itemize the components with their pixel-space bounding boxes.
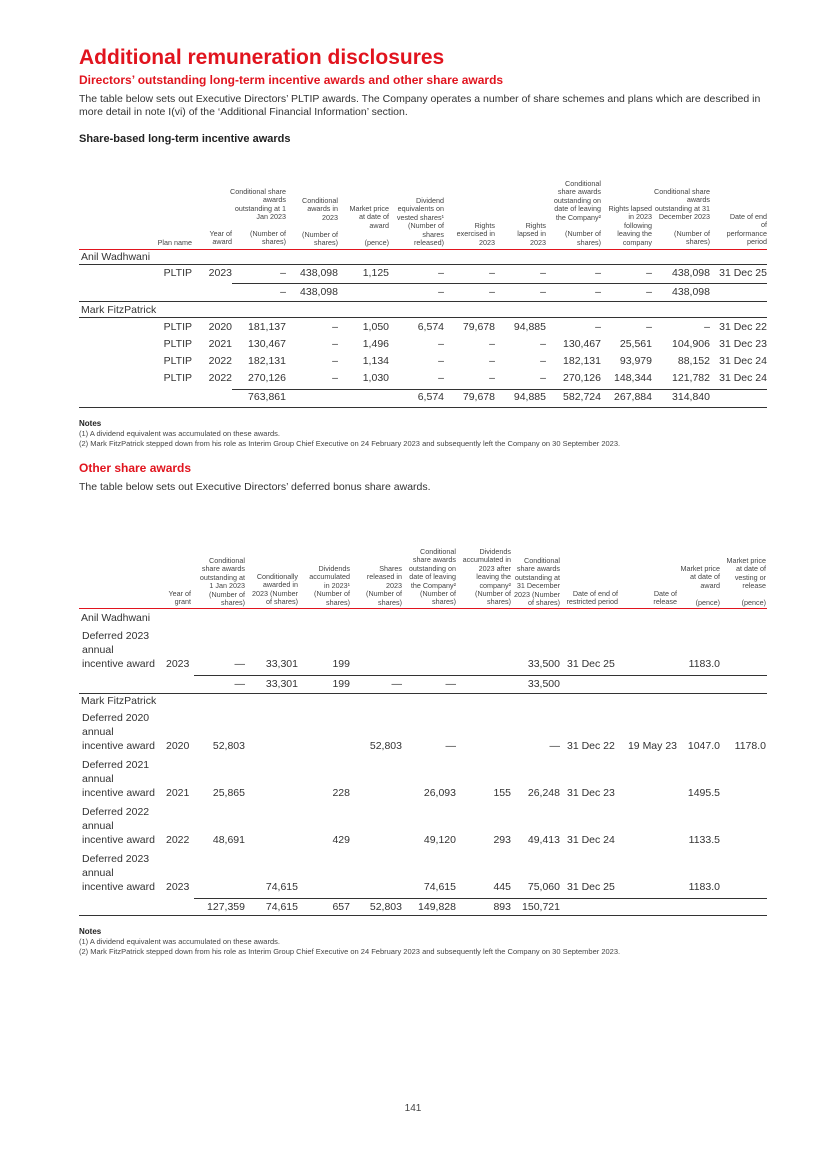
table-cell: – bbox=[438, 355, 444, 367]
award-label-line: annual bbox=[82, 773, 114, 785]
table-total-cell: 127,359 bbox=[207, 901, 245, 913]
table-cell: 52,803 bbox=[369, 740, 402, 752]
table1-note-2: (2) Mark FitzPatrick stepped down from his role as Interim Group Chief Executive on 24 February 2023 and subsequently left the Company on 30 September 2023. bbox=[79, 439, 621, 448]
table-cell: 438,098 bbox=[300, 267, 338, 279]
table1-subtotal-rule bbox=[232, 389, 767, 390]
table2-col-header: Date of end of restricted period bbox=[566, 589, 618, 607]
table-cell: 31 Dec 24 bbox=[719, 355, 767, 367]
table1-col-header: Conditional awards in 2023 (Number of shares) bbox=[302, 196, 338, 248]
table-cell: 19 May 23 bbox=[627, 740, 677, 752]
table2-subtotal-rule bbox=[194, 898, 767, 899]
table-cell: 1,134 bbox=[362, 355, 389, 367]
table2-col-header: Year of grant bbox=[168, 589, 191, 607]
table-cell: 1133.5 bbox=[688, 834, 720, 846]
table-cell: 49,120 bbox=[423, 834, 456, 846]
table-cell: 33,301 bbox=[265, 658, 298, 670]
table-cell: 155 bbox=[493, 787, 511, 799]
table-cell: – bbox=[595, 267, 601, 279]
section-subtitle-other: Other share awards bbox=[79, 461, 192, 475]
table1-col-header: Dividend equivalents on vested shares¹ (Number of shares released) bbox=[396, 196, 444, 248]
table-total-cell: – bbox=[540, 286, 546, 298]
table-cell: – bbox=[646, 267, 652, 279]
table-total-cell: 33,500 bbox=[527, 678, 560, 690]
award-label-line: incentive award bbox=[82, 787, 155, 799]
award-label-line: Deferred 2022 bbox=[82, 806, 150, 818]
award-label-line: incentive award bbox=[82, 658, 155, 670]
table2-subtotal-rule bbox=[194, 675, 767, 676]
table-cell: 130,467 bbox=[248, 338, 286, 350]
table-cell: – bbox=[438, 267, 444, 279]
table1-col-header: Year of award bbox=[209, 229, 232, 247]
table1-bottom-rule bbox=[79, 407, 767, 408]
table-cell: – bbox=[704, 321, 710, 333]
award-label-line: annual bbox=[82, 867, 114, 879]
table-total-cell: – bbox=[646, 286, 652, 298]
table-cell: — bbox=[445, 740, 456, 752]
table-cell: 429 bbox=[332, 834, 350, 846]
table-cell: 2022 bbox=[208, 372, 232, 384]
table-total-cell: 267,884 bbox=[614, 391, 652, 403]
table1-group-rule bbox=[79, 301, 767, 302]
table-cell: 182,131 bbox=[563, 355, 601, 367]
table-cell: – bbox=[540, 355, 546, 367]
award-label-line: annual bbox=[82, 644, 114, 656]
table-cell: 31 Dec 25 bbox=[567, 658, 615, 670]
table-total-cell: — bbox=[391, 678, 402, 690]
table2-col-header: Dividends accumulated in 2023¹ (Number of shares) bbox=[309, 564, 350, 607]
table-cell: 438,098 bbox=[672, 267, 710, 279]
table-total-cell: 150,721 bbox=[522, 901, 560, 913]
table-cell: 31 Dec 24 bbox=[719, 372, 767, 384]
table-cell: 2023 bbox=[166, 658, 190, 670]
table-total-cell: 52,803 bbox=[369, 901, 402, 913]
table1-note-1: (1) A dividend equivalent was accumulated on these awards. bbox=[79, 429, 280, 438]
award-label-line: incentive award bbox=[82, 881, 155, 893]
table-cell: 94,885 bbox=[513, 321, 546, 333]
table-cell: 130,467 bbox=[563, 338, 601, 350]
table-cell: 79,678 bbox=[462, 321, 495, 333]
table2-col-header: Conditional share awards outstanding at 31 December 2023 (Number of shares) bbox=[514, 556, 560, 608]
table-cell: 2021 bbox=[166, 787, 190, 799]
table2-note-1: (1) A dividend equivalent was accumulated on these awards. bbox=[79, 937, 280, 946]
table-cell: 1178.0 bbox=[734, 740, 766, 752]
table2-col-header: Date of release bbox=[653, 589, 677, 607]
table-total-cell: 582,724 bbox=[563, 391, 601, 403]
table-cell: – bbox=[540, 338, 546, 350]
table1-heading: Share-based long-term incentive awards bbox=[79, 133, 291, 145]
table-cell: – bbox=[489, 355, 495, 367]
table-total-cell: 438,098 bbox=[300, 286, 338, 298]
table-cell: 88,152 bbox=[677, 355, 710, 367]
table-total-cell: – bbox=[489, 286, 495, 298]
table-cell: 2023 bbox=[166, 881, 190, 893]
table2-col-header: Market price at date of award (pence) bbox=[680, 564, 720, 607]
table1-group-name: Mark FitzPatrick bbox=[81, 304, 157, 316]
table-cell: 49,413 bbox=[527, 834, 560, 846]
table-cell: PLTIP bbox=[163, 267, 192, 279]
table-total-cell: 199 bbox=[332, 678, 350, 690]
table-cell: 104,906 bbox=[672, 338, 710, 350]
table-cell: 1,030 bbox=[362, 372, 389, 384]
table2-note-2: (2) Mark FitzPatrick stepped down from his role as Interim Group Chief Executive on 24 February 2023 and subsequently left the Company on 30 September 2023. bbox=[79, 947, 621, 956]
table-cell: — bbox=[234, 658, 245, 670]
table1-group-name: Anil Wadhwani bbox=[81, 251, 151, 263]
table-cell: 228 bbox=[332, 787, 350, 799]
table-cell: 25,865 bbox=[212, 787, 245, 799]
table1-col-header: Rights exercised in 2023 bbox=[456, 221, 495, 247]
table-cell: 445 bbox=[493, 881, 511, 893]
table-total-cell: 893 bbox=[493, 901, 511, 913]
table-cell: 48,691 bbox=[212, 834, 245, 846]
table2-group-rule bbox=[79, 693, 767, 694]
table-total-cell: 149,828 bbox=[418, 901, 456, 913]
table2-group-name: Mark FitzPatrick bbox=[81, 695, 157, 707]
table-total-cell: 74,615 bbox=[265, 901, 298, 913]
section-subtitle-ltip: Directors’ outstanding long-term incentive awards and other share awards bbox=[79, 73, 504, 87]
table-total-cell: — bbox=[234, 678, 245, 690]
table-cell: 31 Dec 25 bbox=[719, 267, 767, 279]
table-cell: 2022 bbox=[208, 355, 232, 367]
table1-subtotal-rule bbox=[232, 283, 767, 284]
table-total-cell: 6,574 bbox=[417, 391, 444, 403]
table-cell: 2020 bbox=[166, 740, 190, 752]
table1-col-header: Rights lapsed in 2023 bbox=[517, 221, 546, 247]
table1-col-header: Rights lapsed in 2023 following leaving the company bbox=[608, 204, 652, 247]
table2-notes-heading: Notes bbox=[79, 927, 102, 936]
award-label-line: annual bbox=[82, 726, 114, 738]
table-cell: 1495.5 bbox=[687, 787, 720, 799]
table-cell: 52,803 bbox=[212, 740, 245, 752]
table1-notes-heading: Notes bbox=[79, 419, 102, 428]
table1-header-rule bbox=[79, 249, 767, 250]
table-cell: PLTIP bbox=[163, 338, 192, 350]
award-label-line: annual bbox=[82, 820, 114, 832]
table1-group-rule bbox=[79, 317, 767, 318]
table-cell: 25,561 bbox=[619, 338, 652, 350]
table-cell: 31 Dec 22 bbox=[719, 321, 767, 333]
table2-col-header: Market price at date of vesting or release (pence) bbox=[726, 556, 766, 608]
intro-paragraph-ltip: The table below sets out Executive Directors’ PLTIP awards. The Company operates a number of share schemes and plans which are described in more detail in note I(vi) of the ‘Additional Financial Information’ section. bbox=[79, 93, 761, 118]
table-cell: 1,125 bbox=[362, 267, 389, 279]
table-cell: 2021 bbox=[208, 338, 232, 350]
table-cell: – bbox=[332, 321, 338, 333]
table-cell: 2020 bbox=[208, 321, 232, 333]
table1-col-header: Conditional share awards outstanding at 31 December 2023 (Number of shares) bbox=[654, 187, 710, 247]
table2-group-name: Anil Wadhwani bbox=[81, 612, 151, 624]
table-total-cell: 79,678 bbox=[462, 391, 495, 403]
table-cell: 74,615 bbox=[265, 881, 298, 893]
table2-col-header: Shares released in 2023 (Number of shares) bbox=[366, 564, 402, 607]
table1-col-header: Date of end of performance period bbox=[726, 212, 767, 247]
award-label-line: Deferred 2023 bbox=[82, 853, 150, 865]
table-cell: – bbox=[646, 321, 652, 333]
table-cell: 31 Dec 23 bbox=[719, 338, 767, 350]
award-label-line: incentive award bbox=[82, 834, 155, 846]
table-total-cell: – bbox=[280, 286, 286, 298]
table-cell: 270,126 bbox=[563, 372, 601, 384]
table1-col-header: Conditional share awards outstanding at 1 Jan 2023 (Number of shares) bbox=[230, 187, 286, 247]
table-cell: 33,500 bbox=[527, 658, 560, 670]
table2-col-header: Conditionally awarded in 2023 (Number of shares) bbox=[252, 572, 298, 607]
table-cell: 75,060 bbox=[527, 881, 560, 893]
table2-col-header: Dividends accumulated in 2023 after leaving the company² (Number of shares) bbox=[462, 547, 511, 607]
table1-group-rule bbox=[79, 264, 767, 265]
table-cell: 1,496 bbox=[362, 338, 389, 350]
table1-col-header: Conditional share awards outstanding on date of leaving the Company² (Number of shares) bbox=[553, 179, 601, 247]
table-cell: 2022 bbox=[166, 834, 190, 846]
table-cell: – bbox=[540, 372, 546, 384]
table-cell: PLTIP bbox=[163, 321, 192, 333]
table-cell: – bbox=[489, 338, 495, 350]
page-title: Additional remuneration disclosures bbox=[79, 46, 445, 69]
table-cell: – bbox=[332, 338, 338, 350]
table-cell: – bbox=[489, 372, 495, 384]
table-total-cell: 763,861 bbox=[248, 391, 286, 403]
table-cell: 1047.0 bbox=[687, 740, 720, 752]
table-total-cell: 314,840 bbox=[672, 391, 710, 403]
intro-paragraph-other: The table below sets out Executive Directors’ deferred bonus share awards. bbox=[79, 481, 431, 493]
table-cell: 199 bbox=[332, 658, 350, 670]
table-total-cell: 94,885 bbox=[513, 391, 546, 403]
table1-col-header: Market price at date of award (pence) bbox=[349, 204, 389, 247]
table-cell: 31 Dec 23 bbox=[567, 787, 615, 799]
table-cell: 31 Dec 22 bbox=[567, 740, 615, 752]
table-cell: – bbox=[438, 372, 444, 384]
table2-bottom-rule bbox=[79, 915, 767, 916]
table-cell: 1183.0 bbox=[688, 658, 720, 670]
table-cell: 181,137 bbox=[248, 321, 286, 333]
table-cell: 26,093 bbox=[423, 787, 456, 799]
table-cell: – bbox=[280, 267, 286, 279]
table-cell: 1,050 bbox=[362, 321, 389, 333]
table-total-cell: — bbox=[445, 678, 456, 690]
table-cell: – bbox=[438, 338, 444, 350]
award-label-line: Deferred 2023 bbox=[82, 630, 150, 642]
table-cell: 293 bbox=[493, 834, 511, 846]
table-cell: 270,126 bbox=[248, 372, 286, 384]
table-cell: – bbox=[489, 267, 495, 279]
table-total-cell: 657 bbox=[332, 901, 350, 913]
award-label-line: Deferred 2021 bbox=[82, 759, 150, 771]
table-cell: 182,131 bbox=[248, 355, 286, 367]
table-cell: 74,615 bbox=[423, 881, 456, 893]
table-total-cell: 438,098 bbox=[672, 286, 710, 298]
table-cell: 148,344 bbox=[614, 372, 652, 384]
award-label-line: Deferred 2020 bbox=[82, 712, 150, 724]
table1-col-header: Plan name bbox=[157, 238, 192, 247]
table-cell: – bbox=[540, 267, 546, 279]
table-cell: 26,248 bbox=[527, 787, 560, 799]
table-cell: PLTIP bbox=[163, 355, 192, 367]
table-cell: – bbox=[595, 321, 601, 333]
table-cell: 31 Dec 24 bbox=[567, 834, 615, 846]
table-cell: 93,979 bbox=[619, 355, 652, 367]
table-total-cell: – bbox=[438, 286, 444, 298]
award-label-line: incentive award bbox=[82, 740, 155, 752]
table-cell: 6,574 bbox=[417, 321, 444, 333]
table2-header-rule bbox=[79, 608, 767, 609]
table-cell: 31 Dec 25 bbox=[567, 881, 615, 893]
table2-col-header: Conditional share awards outstanding on date of leaving the Company² (Number of shares) bbox=[408, 547, 456, 607]
table-cell: PLTIP bbox=[163, 372, 192, 384]
table-cell: — bbox=[549, 740, 560, 752]
table-total-cell: – bbox=[595, 286, 601, 298]
table-cell: 1183.0 bbox=[688, 881, 720, 893]
table-total-cell: 33,301 bbox=[265, 678, 298, 690]
table2-col-header: Conditional share awards outstanding at 1 Jan 2023 (Number of shares) bbox=[199, 556, 245, 608]
table-cell: – bbox=[332, 372, 338, 384]
table-cell: 121,782 bbox=[672, 372, 710, 384]
table-cell: – bbox=[332, 355, 338, 367]
table-cell: 2023 bbox=[208, 267, 232, 279]
page-number: 141 bbox=[404, 1103, 422, 1114]
